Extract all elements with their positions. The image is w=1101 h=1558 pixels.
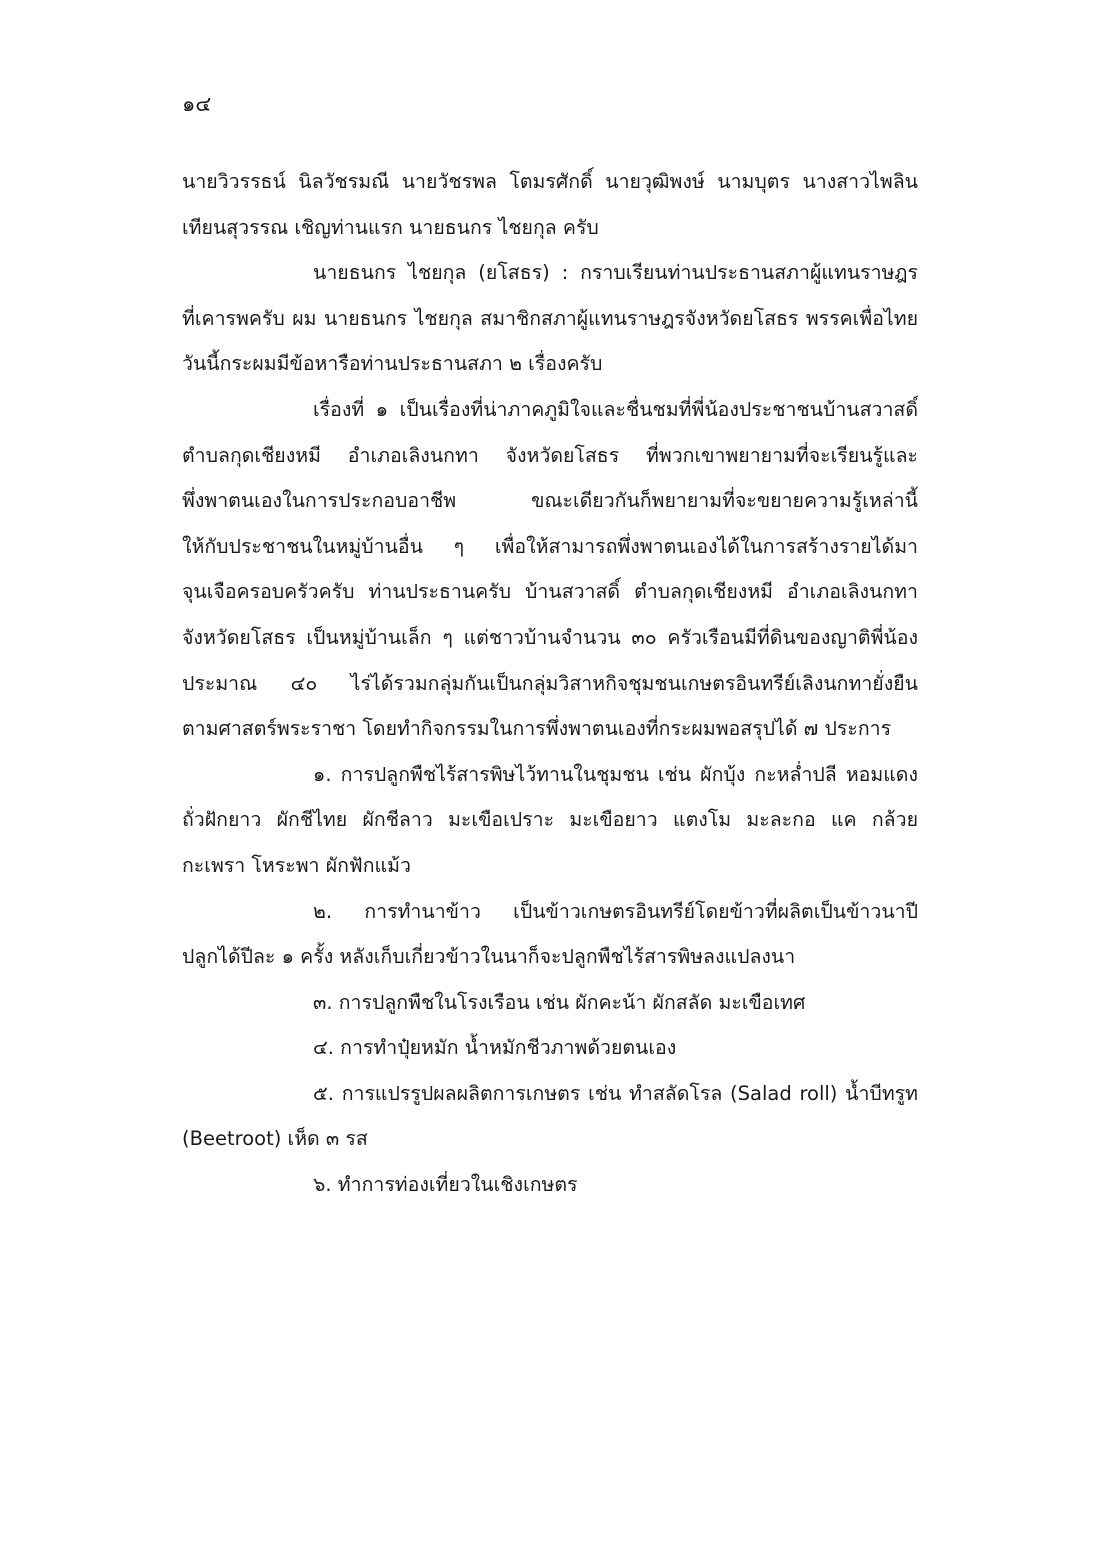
- text-line: นายธนกร ไชยกุล (ยโสธร) : กราบเรียนท่านประธานสภาผู้แทนราษฎร: [313, 261, 918, 285]
- text-line: ๕. การแปรรูปผลผลิตการเกษตร เช่น ทำสลัดโรล (Salad roll) น้ำบีทรูท: [313, 1081, 918, 1105]
- text-line: พึ่งพาตนเองในการประกอบอาชีพ ขณะเดียวกันก็พยายามที่จะขยายความรู้เหล่านี้: [182, 489, 918, 513]
- text-line: ๔. การทำปุ๋ยหมัก น้ำหมักชีวภาพด้วยตนเอง: [313, 1036, 677, 1060]
- text-line: ๑. การปลูกพืชไร้สารพิษไว้ทานในชุมชน เช่น ผักบุ้ง กะหล่ำปลี หอมแดง: [313, 762, 918, 786]
- text-line: เรื่องที่ ๑ เป็นเรื่องที่น่าภาคภูมิใจและชื่นชมที่พี่น้องประชาชนบ้านสวาสดิ์: [313, 397, 918, 421]
- page-number: ๑๔: [182, 92, 212, 116]
- text-line: ตามศาสตร์พระราชา โดยทำกิจกรรมในการพึ่งพาตนเองที่กระผมพอสรุปได้ ๗ ประการ: [182, 717, 892, 741]
- text-line: วันนี้กระผมมีข้อหารือท่านประธานสภา ๒ เรื่องครับ: [182, 352, 603, 376]
- text-line: ปลูกได้ปีละ ๑ ครั้ง หลังเก็บเกี่ยวข้าวในนาก็จะปลูกพืชไร้สารพิษลงแปลงนา: [182, 945, 796, 969]
- text-line: ๒. การทำนาข้าว เป็นข้าวเกษตรอินทรีย์โดยข้าวที่ผลิตเป็นข้าวนาปี: [313, 899, 918, 923]
- text-line: จุนเจือครอบครัวครับ ท่านประธานครับ บ้านสวาสดิ์ ตำบลกุดเชียงหมี อำเภอเลิงนกทา: [182, 580, 918, 604]
- text-line: กะเพรา โหระพา ผักฟักแม้ว: [182, 853, 411, 877]
- text-line: ถั่วฝักยาว ผักชีไทย ผักชีลาว มะเขือเปราะ มะเขือยาว แตงโม มะละกอ แค กล้วย: [182, 808, 918, 832]
- text-line: ที่เคารพครับ ผม นายธนกร ไชยกุล สมาชิกสภาผู้แทนราษฎรจังหวัดยโสธร พรรคเพื่อไทย: [182, 306, 918, 330]
- body-text: [182, 159, 918, 1208]
- text-line: นายวิวรรธน์ นิลวัชรมณี นายวัชรพล โตมรศักดิ์ นายวุฒิพงษ์ นามบุตร นางสาวไพลิน: [182, 170, 918, 193]
- text-line: จังหวัดยโสธร เป็นหมู่บ้านเล็ก ๆ แต่ชาวบ้านจำนวน ๓๐ ครัวเรือนมีที่ดินของญาติพี่น้อง: [182, 625, 918, 649]
- text-line: (Beetroot) เห็ด ๓ รส: [182, 1127, 368, 1151]
- text-line: ๓. การปลูกพืชในโรงเรือน เช่น ผักคะน้า ผักสลัด มะเขือเทศ: [313, 990, 806, 1014]
- text-line: ให้กับประชาชนในหมู่บ้านอื่น ๆ เพื่อให้สามารถพึ่งพาตนเองได้ในการสร้างรายได้มา: [182, 534, 918, 558]
- text-line: เทียนสุวรรณ เชิญท่านแรก นายธนกร ไชยกุล ครับ: [182, 215, 599, 239]
- text-line: ตำบลกุดเชียงหมี อำเภอเลิงนกทา จังหวัดยโสธร ที่พวกเขาพยายามที่จะเรียนรู้และ: [182, 443, 918, 467]
- text-line: ประมาณ ๔๐ ไร่ได้รวมกลุ่มกันเป็นกลุ่มวิสาหกิจชุมชนเกษตรอินทรีย์เลิงนกทายั่งยืน: [182, 671, 918, 695]
- text-line: ๖. ทำการท่องเที่ยวในเชิงเกษตร: [313, 1173, 578, 1197]
